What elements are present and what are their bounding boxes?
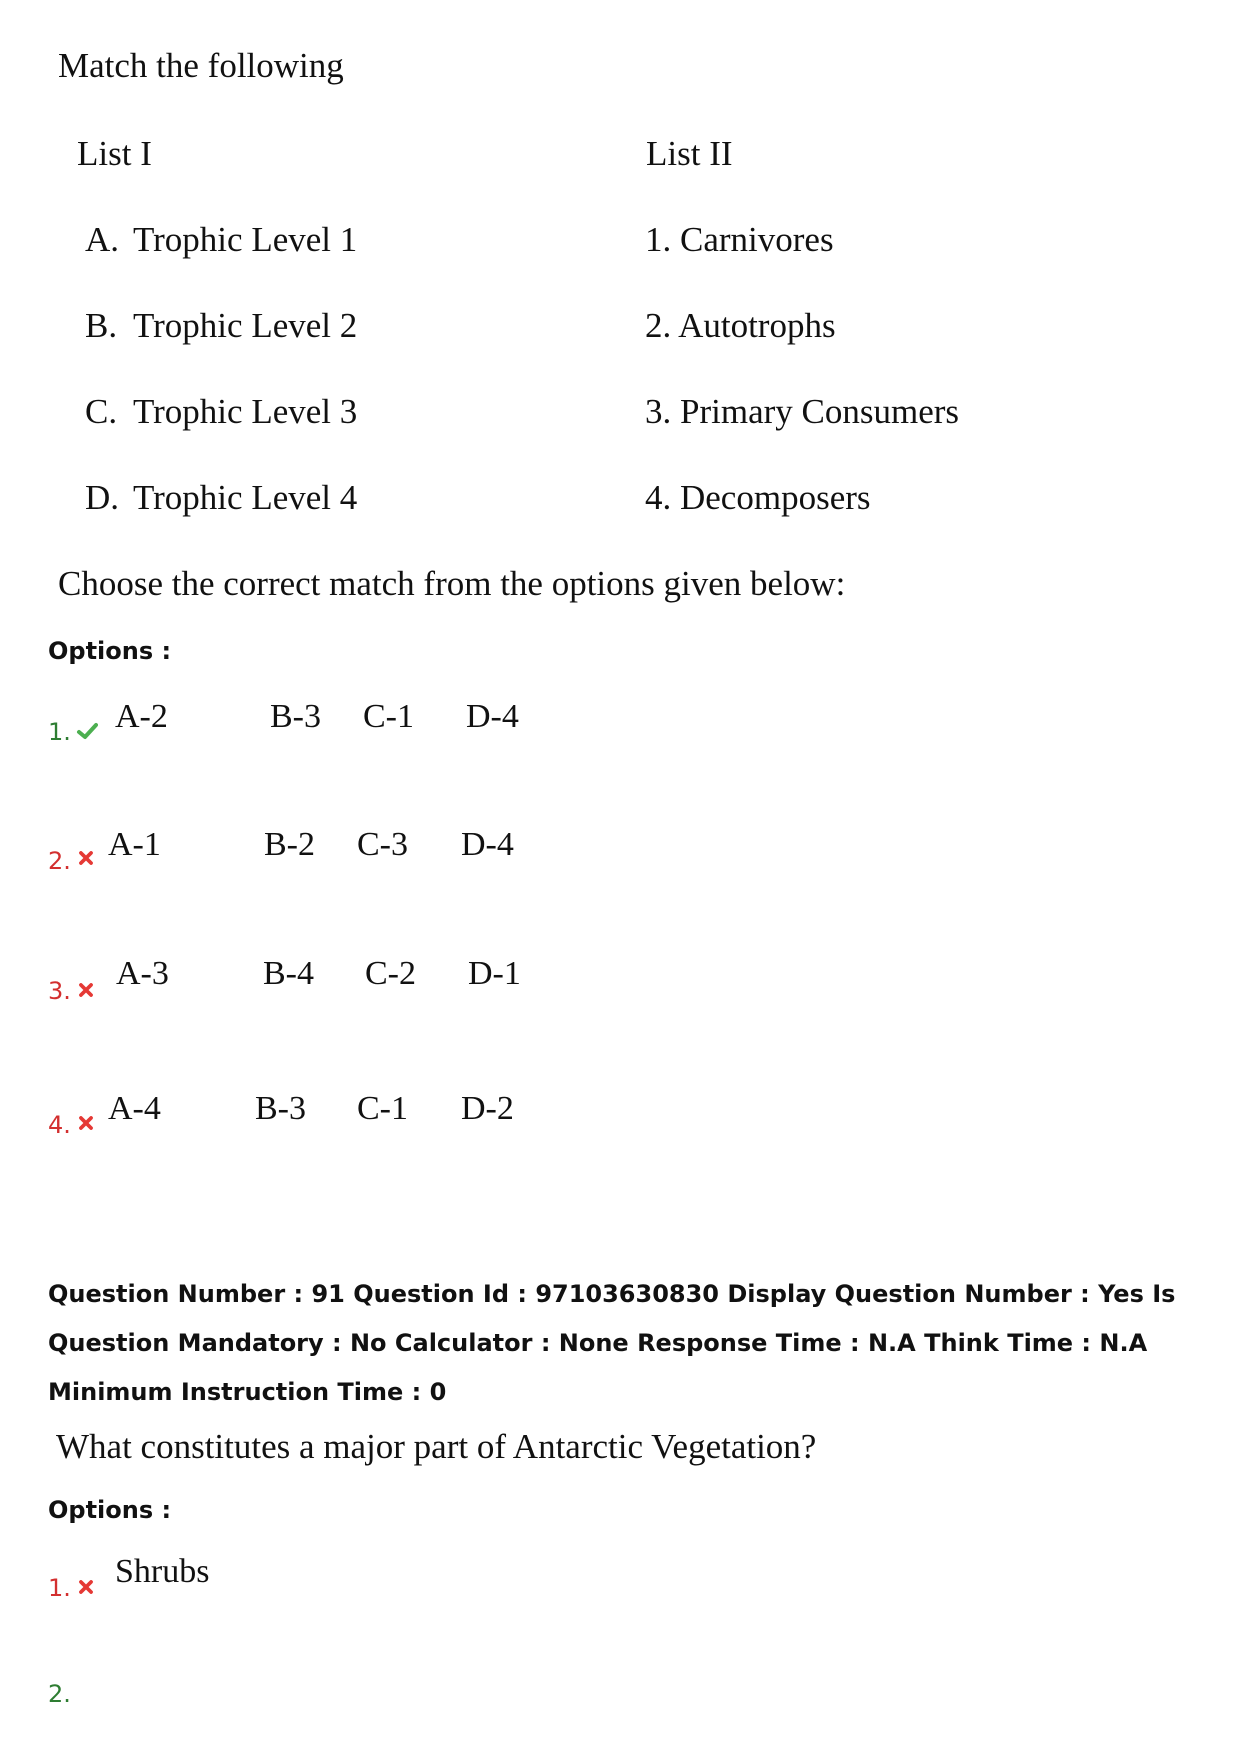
cross-icon [78, 1578, 94, 1596]
question-title: Match the following [58, 46, 344, 85]
list1-item-c: Trophic Level 3 [133, 392, 358, 431]
check-icon [76, 720, 98, 742]
list2-item-1: 1. Carnivores [645, 220, 834, 259]
options-label: Options : [48, 1496, 172, 1524]
option-2-part-a: A-1 [108, 826, 161, 863]
option-3-part-c: C-2 [365, 955, 416, 992]
list2-item-2: 2. Autotrophs [645, 306, 836, 345]
option-1-part-c: C-1 [363, 698, 414, 735]
option-4-number: 4. [48, 1111, 71, 1139]
list1-key-b: B. [85, 306, 118, 345]
option-3-part-a: A-3 [116, 955, 169, 992]
option-1-part-a: A-2 [115, 698, 168, 735]
option-3-part-b: B-4 [263, 955, 314, 992]
option-4-part-a: A-4 [108, 1090, 161, 1127]
q2-option-2-number: 2. [48, 1680, 71, 1708]
cross-icon [78, 981, 94, 999]
option-4-part-d: D-2 [461, 1090, 514, 1127]
list1-key-a: A. [85, 220, 120, 259]
option-2-part-c: C-3 [357, 826, 408, 863]
list2-item-4: 4. Decomposers [645, 478, 871, 517]
list2-item-3: 3. Primary Consumers [645, 392, 960, 431]
question-meta: Question Number : 91 Question Id : 97103630830 Display Question Number : Yes Is Question Mandatory : No Calculator : None Response Time : N.A Think Time : N.A Minimum Instruction Time : 0 [48, 1280, 1176, 1406]
options-label: Options : [48, 637, 172, 665]
option-1-number: 1. [48, 718, 71, 746]
q2-option-1-text: Shrubs [115, 1553, 210, 1590]
list1-key-c: C. [85, 392, 118, 431]
option-3-number: 3. [48, 977, 71, 1005]
cross-icon [78, 849, 94, 867]
option-2-part-b: B-2 [264, 826, 315, 863]
option-2-part-d: D-4 [461, 826, 514, 863]
list1-header: List I [77, 134, 152, 173]
option-1-part-d: D-4 [466, 698, 519, 735]
list2-header: List II [646, 134, 733, 173]
q2-option-1-number: 1. [48, 1574, 71, 1602]
option-2-number: 2. [48, 847, 71, 875]
list1-item-a: Trophic Level 1 [133, 220, 358, 259]
option-3-part-d: D-1 [468, 955, 521, 992]
list1-key-d: D. [85, 478, 120, 517]
cross-icon [78, 1114, 94, 1132]
list1-item-b: Trophic Level 2 [133, 306, 358, 345]
option-1-part-b: B-3 [270, 698, 321, 735]
list1-item-d: Trophic Level 4 [133, 478, 358, 517]
option-4-part-b: B-3 [255, 1090, 306, 1127]
question-text: What constitutes a major part of Antarctic Vegetation? [56, 1427, 817, 1466]
option-4-part-c: C-1 [357, 1090, 408, 1127]
question-instruction: Choose the correct match from the options given below: [58, 564, 846, 603]
